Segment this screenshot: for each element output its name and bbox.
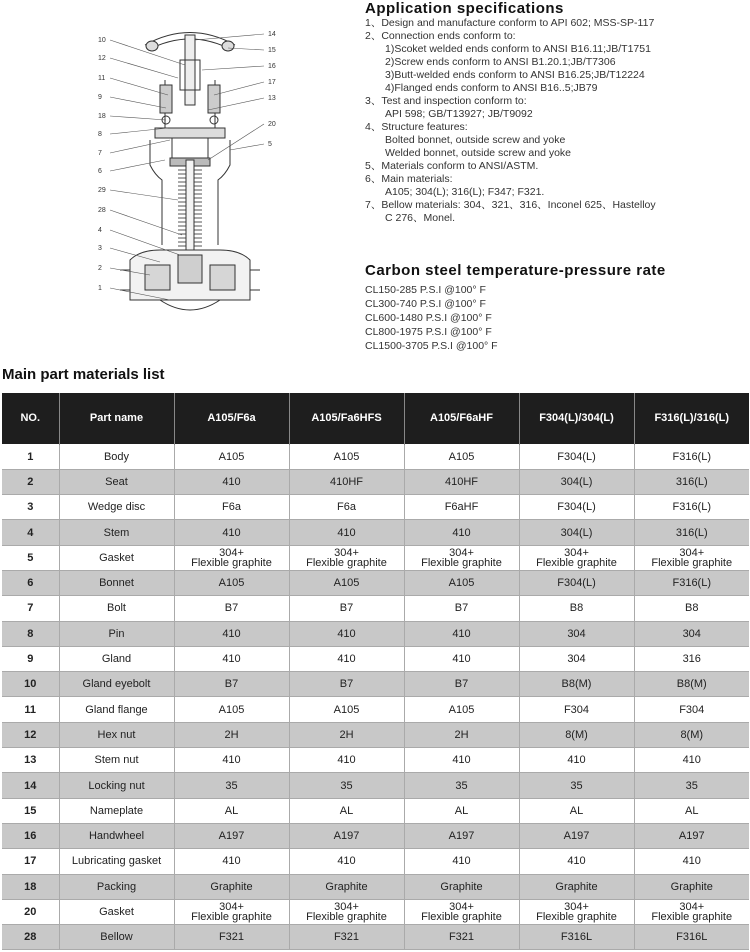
spec-line: 2)Screw ends conform to ANSI B1.20.1;JB/T7306 [385, 56, 616, 68]
table-cell: 304 [519, 621, 634, 646]
table-cell: 304+ Flexible graphite [519, 899, 634, 924]
table-cell: Gland eyebolt [59, 672, 174, 697]
table-row [2, 621, 749, 646]
spec-line: 2、Connection ends conform to: [365, 30, 516, 42]
table-cell: B7 [404, 672, 519, 697]
table-cell: F321 [174, 925, 289, 950]
callout-label: 6 [98, 168, 102, 175]
table-cell: F6a [174, 495, 289, 520]
table-cell: 304(L) [519, 469, 634, 494]
table-cell: 15 [2, 798, 59, 823]
callout-label: 20 [268, 121, 276, 128]
table-row [2, 646, 749, 671]
table-header-cell: F316(L)/316(L) [634, 393, 749, 444]
pressure-rate-line: CL1500-3705 P.S.I @100° F [365, 340, 498, 352]
table-cell: 304+ Flexible graphite [404, 899, 519, 924]
table-cell: 410 [174, 646, 289, 671]
table-cell: 3 [2, 495, 59, 520]
callout-label: 9 [98, 94, 102, 101]
spec-line: 5、Materials conform to ANSI/ASTM. [365, 160, 539, 172]
table-cell: 2H [174, 722, 289, 747]
table-cell: 304+ Flexible graphite [634, 899, 749, 924]
table-cell: 35 [519, 773, 634, 798]
spec-line: 4、Structure features: [365, 121, 468, 133]
table-cell: 1 [2, 444, 59, 469]
table-cell: A197 [404, 823, 519, 848]
table-cell: 410 [634, 748, 749, 773]
table-cell: Pin [59, 621, 174, 646]
table-row [2, 520, 749, 545]
table-cell: A105 [404, 697, 519, 722]
table-header-cell: A105/F6a [174, 393, 289, 444]
table-cell: F304 [634, 697, 749, 722]
carbon-steel-list [365, 283, 498, 353]
table-cell: A105 [404, 444, 519, 469]
table-cell: 410 [174, 621, 289, 646]
table-cell: Body [59, 444, 174, 469]
table-row [2, 596, 749, 621]
table-cell: 304(L) [519, 520, 634, 545]
spec-lines [365, 17, 750, 225]
callout-leader-line [214, 82, 264, 95]
table-cell: B8(M) [519, 672, 634, 697]
table-body [2, 444, 749, 950]
callout-label: 29 [98, 187, 106, 194]
table-cell: 2 [2, 469, 59, 494]
spec-line: 6、Main materials: [365, 173, 453, 185]
callout-leader-line [230, 144, 264, 150]
callout-label: 14 [268, 31, 276, 38]
carbon-steel-title: Carbon steel temperature-pressure rate [365, 262, 666, 279]
table-cell: B7 [289, 596, 404, 621]
table-cell: F304(L) [519, 495, 634, 520]
table-cell: B7 [404, 596, 519, 621]
table-cell: F6aHF [404, 495, 519, 520]
table-cell: 8 [2, 621, 59, 646]
table-cell: 13 [2, 748, 59, 773]
table-cell: 9 [2, 646, 59, 671]
table-cell: Gland [59, 646, 174, 671]
table-cell: 35 [289, 773, 404, 798]
callout-label: 17 [268, 79, 276, 86]
table-row [2, 925, 749, 950]
callout-label: 13 [268, 95, 276, 102]
table-cell: 410 [404, 748, 519, 773]
callout-label: 10 [98, 37, 106, 44]
table-cell: F321 [289, 925, 404, 950]
table-cell: 14 [2, 773, 59, 798]
pressure-rate-line: CL600-1480 P.S.I @100° F [365, 312, 492, 324]
table-cell: 7 [2, 596, 59, 621]
table-row [2, 773, 749, 798]
callout-leader-line [110, 58, 178, 78]
table-cell: 410 [519, 748, 634, 773]
table-cell: A105 [174, 444, 289, 469]
table-cell: Gasket [59, 899, 174, 924]
table-cell: AL [634, 798, 749, 823]
table-cell: Packing [59, 874, 174, 899]
pressure-rate-line: CL300-740 P.S.I @100° F [365, 298, 486, 310]
callout-label: 5 [268, 141, 272, 148]
table-cell: Bonnet [59, 570, 174, 595]
table-cell: Bolt [59, 596, 174, 621]
table-cell: 304+ Flexible graphite [174, 899, 289, 924]
table-cell: Lubricating gasket [59, 849, 174, 874]
table-cell: 316(L) [634, 469, 749, 494]
spec-line: Welded bonnet, outside screw and yoke [385, 147, 572, 159]
pressure-rate-line: CL150-285 P.S.I @100° F [365, 284, 486, 296]
table-cell: B8(M) [634, 672, 749, 697]
table-cell: 20 [2, 899, 59, 924]
table-cell: 35 [174, 773, 289, 798]
table-cell: F321 [404, 925, 519, 950]
table-cell: A197 [519, 823, 634, 848]
table-cell: F316(L) [634, 444, 749, 469]
table-cell: Gasket [59, 545, 174, 570]
table-cell: 16 [2, 823, 59, 848]
table-cell: F6a [289, 495, 404, 520]
callout-leader-line [110, 210, 182, 235]
callout-label: 18 [98, 113, 106, 120]
table-cell: F304(L) [519, 444, 634, 469]
table-header-row [2, 393, 749, 444]
table-cell: 17 [2, 849, 59, 874]
spec-title: Application specifications [365, 0, 564, 17]
table-header-cell: F304(L)/304(L) [519, 393, 634, 444]
table-cell: 11 [2, 697, 59, 722]
table-cell: 35 [634, 773, 749, 798]
spec-line: 7、Bellow materials: 304、321、316、Inconel 625、Hastelloy [365, 199, 656, 211]
callout-leader-line [110, 116, 166, 120]
table-cell: Graphite [289, 874, 404, 899]
table-row [2, 495, 749, 520]
table-cell: Bellow [59, 925, 174, 950]
table-cell: B7 [289, 672, 404, 697]
callout-leader-line [110, 140, 170, 153]
table-cell: 2H [289, 722, 404, 747]
table-row [2, 444, 749, 469]
table-cell: Stem nut [59, 748, 174, 773]
table-cell: 304+ Flexible graphite [289, 899, 404, 924]
callout-leader-line [110, 78, 168, 95]
table-cell: 304+ Flexible graphite [404, 545, 519, 570]
table-cell: Graphite [174, 874, 289, 899]
table-cell: F304(L) [519, 570, 634, 595]
spec-line: C 276、Monel. [385, 212, 456, 224]
spec-line: 1)Scoket welded ends conform to ANSI B16.11;JB/T1751 [385, 43, 651, 55]
pressure-rate-line: CL800-1975 P.S.I @100° F [365, 326, 492, 338]
table-cell: 6 [2, 570, 59, 595]
table-cell: 410 [404, 520, 519, 545]
materials-table [2, 393, 749, 950]
table-cell: 316 [634, 646, 749, 671]
table-cell: 410 [404, 621, 519, 646]
callout-label: 4 [98, 227, 102, 234]
callout-label: 7 [98, 150, 102, 157]
callout-leader-line [202, 66, 264, 70]
table-cell: 35 [404, 773, 519, 798]
table-cell: 10 [2, 672, 59, 697]
table-cell: 304+ Flexible graphite [289, 545, 404, 570]
table-cell: 410HF [289, 469, 404, 494]
table-cell: AL [174, 798, 289, 823]
callout-label: 16 [268, 63, 276, 70]
table-row [2, 570, 749, 595]
table-cell: 410 [174, 849, 289, 874]
table-row [2, 899, 749, 924]
table-row [2, 469, 749, 494]
table-cell: B7 [174, 672, 289, 697]
materials-list-title: Main part materials list [2, 366, 165, 383]
table-cell: F316(L) [634, 495, 749, 520]
table-cell: 8(M) [519, 722, 634, 747]
table-cell: A105 [289, 697, 404, 722]
table-row [2, 748, 749, 773]
table-cell: 2H [404, 722, 519, 747]
table-cell: 4 [2, 520, 59, 545]
table-cell: 410 [174, 748, 289, 773]
table-cell: Hex nut [59, 722, 174, 747]
table-cell: 304+ Flexible graphite [174, 545, 289, 570]
table-cell: A105 [174, 697, 289, 722]
table-cell: 304+ Flexible graphite [519, 545, 634, 570]
table-cell: AL [289, 798, 404, 823]
table-row [2, 849, 749, 874]
table-cell: 12 [2, 722, 59, 747]
table-cell: A105 [174, 570, 289, 595]
table-header-cell: A105/Fa6HFS [289, 393, 404, 444]
callout-label: 15 [268, 47, 276, 54]
table-cell: F316L [519, 925, 634, 950]
table-cell: A105 [404, 570, 519, 595]
table-cell: Wedge disc [59, 495, 174, 520]
table-cell: 410 [174, 469, 289, 494]
table-cell: A197 [174, 823, 289, 848]
table-cell: 410 [289, 646, 404, 671]
spec-line: Bolted bonnet, outside screw and yoke [385, 134, 566, 146]
callout-label: 1 [98, 285, 102, 292]
table-cell: Gland flange [59, 697, 174, 722]
spec-line: 4)Flanged ends conform to ANSI B16..5;JB79 [385, 82, 598, 94]
callout-label: 12 [98, 55, 106, 62]
table-cell: Nameplate [59, 798, 174, 823]
table-cell: 410 [404, 646, 519, 671]
callout-label: 8 [98, 131, 102, 138]
table-cell: 5 [2, 545, 59, 570]
table-cell: Handwheel [59, 823, 174, 848]
table-cell: AL [519, 798, 634, 823]
spec-line: A105; 304(L); 316(L); F347; F321. [385, 186, 545, 198]
table-row [2, 672, 749, 697]
table-header-cell: A105/F6aHF [404, 393, 519, 444]
table-cell: 410 [404, 849, 519, 874]
spec-line: API 598; GB/T13927; JB/T9092 [385, 108, 533, 120]
table-cell: 410HF [404, 469, 519, 494]
callout-label: 11 [98, 75, 106, 82]
table-cell: 304 [634, 621, 749, 646]
table-cell: Locking nut [59, 773, 174, 798]
table-cell: 410 [174, 520, 289, 545]
table-cell: A197 [634, 823, 749, 848]
spec-line: 3、Test and inspection conform to: [365, 95, 527, 107]
table-cell: A105 [289, 444, 404, 469]
table-cell: 304+ Flexible graphite [634, 545, 749, 570]
spec-line: 1、Design and manufacture conform to API 602; MSS-SP-117 [365, 17, 655, 29]
table-row [2, 722, 749, 747]
table-cell: F316L [634, 925, 749, 950]
table-cell: Seat [59, 469, 174, 494]
table-row [2, 874, 749, 899]
callout-leader-line [110, 160, 165, 171]
table-row [2, 697, 749, 722]
callout-leader-line [110, 97, 166, 108]
table-cell: 28 [2, 925, 59, 950]
callout-label: 3 [98, 245, 102, 252]
valve-section-diagram [90, 0, 290, 330]
spec-line: 3)Butt-welded ends conform to ANSI B16.25;JB/T12224 [385, 69, 645, 81]
table-cell: A105 [289, 570, 404, 595]
table-cell: 410 [289, 849, 404, 874]
table-cell: 410 [634, 849, 749, 874]
table-row [2, 545, 749, 570]
table-cell: F316(L) [634, 570, 749, 595]
table-cell: F304 [519, 697, 634, 722]
table-cell: A197 [289, 823, 404, 848]
table-cell: 316(L) [634, 520, 749, 545]
table-cell: Graphite [519, 874, 634, 899]
table-cell: Stem [59, 520, 174, 545]
table-cell: 8(M) [634, 722, 749, 747]
table-cell: 18 [2, 874, 59, 899]
table-row [2, 823, 749, 848]
table-cell: 304 [519, 646, 634, 671]
table-cell: B8 [519, 596, 634, 621]
table-cell: B7 [174, 596, 289, 621]
table-cell: 410 [519, 849, 634, 874]
table-cell: AL [404, 798, 519, 823]
table-header-cell: Part name [59, 393, 174, 444]
callout-label: 2 [98, 265, 102, 272]
table-header-cell: NO. [2, 393, 59, 444]
table-cell: Graphite [404, 874, 519, 899]
table-cell: 410 [289, 520, 404, 545]
table-cell: Graphite [634, 874, 749, 899]
table-row [2, 798, 749, 823]
table-cell: 410 [289, 621, 404, 646]
callout-leader-line [110, 190, 178, 200]
callout-leader-line [195, 34, 264, 40]
application-specifications [365, 0, 750, 225]
table-cell: B8 [634, 596, 749, 621]
callout-label: 28 [98, 207, 106, 214]
table-cell: 410 [289, 748, 404, 773]
